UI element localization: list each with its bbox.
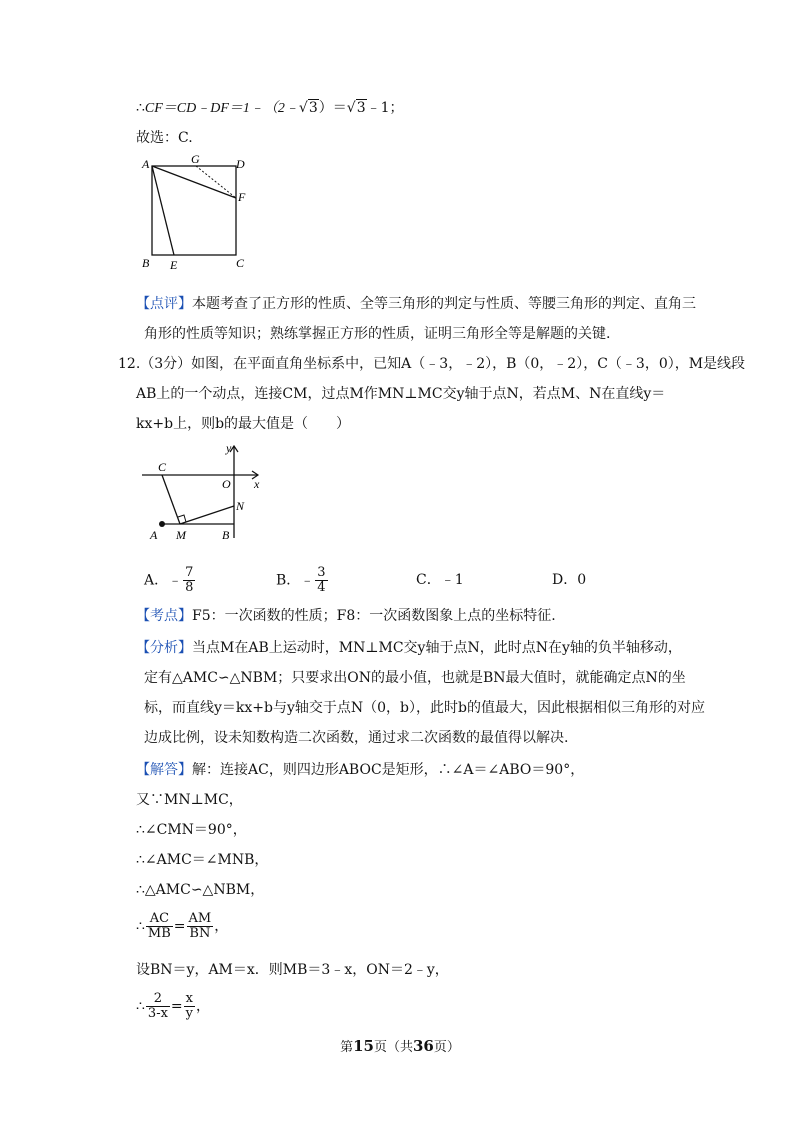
review-line-2: 角形的性质等知识；熟练掌握正方形的性质，证明三角形全等是解题的关键. [144,326,611,342]
option-b[interactable]: B．﹣ $\frac{3}{4}$ [276,565,326,595]
jieda-line-6: 设BN＝y，AM＝x．则MB＝3﹣x，ON＝2﹣y， [136,962,449,978]
square-figure [138,155,258,275]
option-d[interactable]: D．0 [552,572,587,588]
jieda-line-5: ∴△AMC∽△NBM， [136,882,265,898]
answer-line: 故选：C. [136,130,193,146]
label-A: A [142,157,150,171]
label-C2: C [158,460,167,474]
label-G: G [191,155,200,166]
label-B2: B [222,528,230,542]
label-x: x [254,477,260,491]
label-D: D [236,157,245,171]
solution-line-1: ∴CF＝CD﹣DF＝1﹣（2﹣√3）＝√3﹣1； [136,100,404,116]
fenxi-line-2: 定有△AMC∽△NBM；只要求出ON的最小值，也就是BN最大值时，就能确定点N的坐 [144,670,686,686]
review-line-1: 【点评】本题考查了正方形的性质、全等三角形的判定与性质、等腰三角形的判定、直角三 [136,296,696,312]
label-C: C [236,256,245,270]
question-12-line-1: 12.（3分）如图，在平面直角坐标系中，已知A（﹣3，﹣2），B（0，﹣2），C（﹣3，0），M是线段 [118,356,746,372]
fenxi-line-4: 边成比例，设未知数构造二次函数，通过求二次函数的最值得以解决. [144,730,569,746]
fenxi-line-1: 【分析】当点M在AB上运动时，MN⊥MC交y轴于点N，此时点N在y轴的负半轴移动， [136,640,682,656]
jieda-line-4: ∴∠AMC＝∠MNB， [136,852,269,868]
page-footer: 第15页（共36页） [340,1037,460,1055]
label-y: y [226,441,232,455]
option-a[interactable]: A．﹣ $\frac{7}{8}$ [144,565,194,595]
kaodian-line: 【考点】F5：一次函数的性质；F8：一次函数图象上点的坐标特征. [136,608,556,624]
question-12-line-3: kx+b上，则b的最大值是（ ） [136,416,351,432]
label-B: B [142,256,150,270]
jieda-line-1: 【解答】解：连接AC，则四边形ABOC是矩形，∴∠A＝∠ABO＝90°， [136,762,585,778]
label-E: E [170,258,178,272]
option-c[interactable]: C．﹣1 [416,572,464,588]
jieda-line-2: 又∵MN⊥MC， [136,792,243,808]
fenxi-line-3: 标，而直线y＝kx+b与y轴交于点N（0，b），此时b的值最大，因此根据相似三角形的对应 [144,700,705,716]
label-M: M [176,528,186,542]
label-N: N [236,499,245,513]
question-12-line-2: AB上的一个动点，连接CM，过点M作MN⊥MC交y轴于点N，若点M、N在直线y＝ [136,386,666,402]
ratio-line-2: ∴ $\frac{2}{3-x}$ = $\frac{x}{y}$ ， [136,991,211,1021]
label-A2: A [150,528,158,542]
jieda-line-3: ∴∠CMN＝90°， [136,822,247,838]
label-O: O [222,477,231,491]
coordinate-figure [138,438,278,548]
label-F: F [238,190,246,204]
ratio-line-1: ∴ $\frac{AC}{MB}$ = $\frac{AM}{BN}$ ， [136,911,229,941]
